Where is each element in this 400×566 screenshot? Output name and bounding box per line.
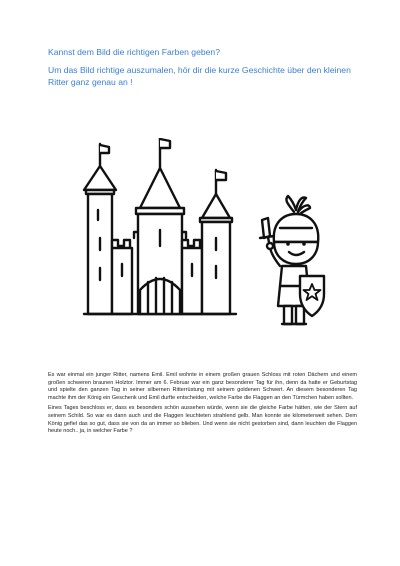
- castle-right-tower: [200, 170, 232, 314]
- knight-drawing: [260, 196, 324, 324]
- story-paragraph: Es war einmal ein junger Ritter, namens Emil. Emil wohnte in einem großen grauen Schloss mit roten Dächern und einem großen schweren braunen Holztor. Immer am 6. Februar war ein ganz besonderer Tag für ihn, denn da hatte er Geburtstag und spielte den ganzen Tag in seiner silbernen Ritterrüstung mit seinem goldenen Schwert. An diesem besonderen Tag machte ihm der König ein Geschenk und Emil durfte entscheiden, welche Farbe die Flaggen an den Türmchen haben sollten.: [48, 372, 357, 401]
- castle-gate: [140, 278, 180, 314]
- castle-right-wall: [182, 240, 202, 314]
- castle-drawing: [84, 138, 236, 314]
- castle-left-wall: [112, 240, 132, 314]
- knight-legs: [282, 306, 306, 324]
- worksheet-instruction: Um das Bild richtige auszumalen, hör dir die kurze Geschichte über den kleinen Ritter ganz genau an !: [48, 65, 351, 87]
- story-paragraph: Eines Tages beschloss er, dass es besonders schön aussehen würde, wenn sie die gleiche Farbe hätten, wie der Stern auf seinem Schild. So war es dann auch und die Flaggen leuchteten strahlend gelb. Man konnte sie kilometerweit sehen. Dem König gefiel das so gut, dass sie von da an immer so blieben. Und wenn sie nicht gestorben sind, dann leuchten die Flaggen heute noch.. ja, in welcher Farbe ?: [48, 405, 357, 435]
- coloring-illustration: [48, 138, 358, 360]
- knight-plume: [286, 196, 310, 214]
- knight-face: [274, 242, 318, 264]
- story-text: [48, 372, 357, 439]
- worksheet-question: Kannst dem Bild die richtigen Farben geben?: [48, 47, 220, 57]
